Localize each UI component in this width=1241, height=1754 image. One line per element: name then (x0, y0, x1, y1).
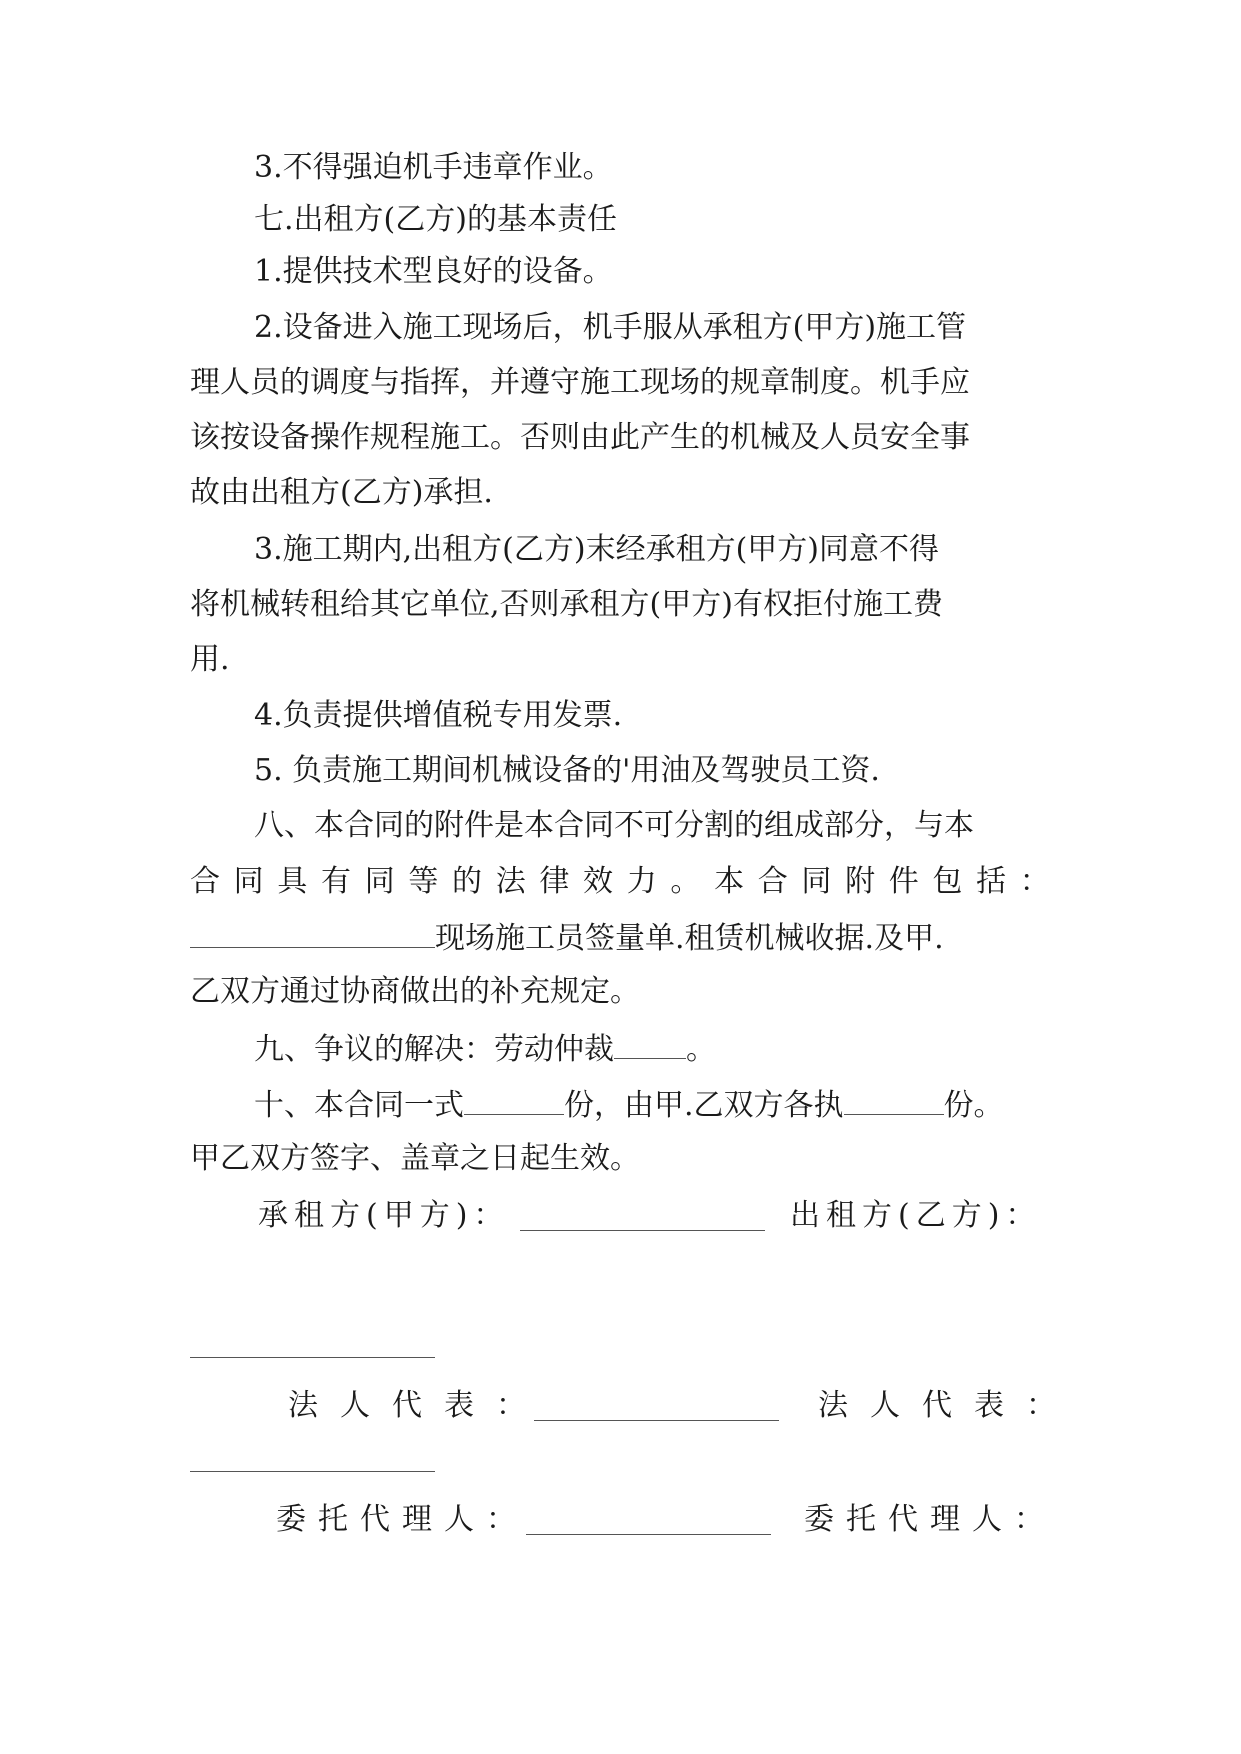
lessee-signature-field[interactable] (520, 1230, 765, 1231)
agent-left-label: 委托代理人： (276, 1502, 528, 1537)
char: 合 (190, 864, 220, 899)
clause-line (190, 917, 1050, 959)
lessor-label: 出租方(乙方)： (790, 1198, 1042, 1233)
char: ： (1019, 864, 1050, 899)
section-heading: 七.出租方(乙方)的基本责任 (254, 202, 617, 237)
clause-text: 份。 (943, 1088, 1004, 1123)
clause-line: 乙双方通过协商做出的补充规定。 (190, 974, 640, 1009)
char: 同 (364, 864, 395, 899)
blank-field[interactable] (190, 917, 435, 948)
justified-line (190, 862, 1050, 902)
char: 括 (976, 864, 1007, 899)
clause-line: 2.设备进入施工现场后，机手服从承租方(甲方)施工管 (254, 310, 967, 345)
legal-rep-left-field[interactable] (534, 1420, 779, 1421)
char: 具 (277, 864, 308, 899)
section-heading: 八、本合同的附件是本合同不可分割的组成部分，与本 (254, 808, 974, 843)
clause-text: 现场施工员签量单.租赁机械收据.及甲. (435, 921, 944, 956)
char: 同 (233, 864, 264, 899)
clause-line: 理人员的调度与指挥，并遵守施工现场的规章制度。机手应 (190, 365, 970, 400)
clause-line: 甲乙双方签字、盖章之日起生效。 (190, 1141, 640, 1176)
char: 包 (932, 864, 963, 899)
clause-line: 将机械转租给其它单位,否则承租方(甲方)有权拒付施工费 (190, 587, 943, 622)
char: 附 (845, 864, 876, 899)
agent-left-field[interactable] (526, 1534, 771, 1535)
legal-rep-right-label: 法人代表： (818, 1388, 1078, 1423)
clause-text: 份，由甲.乙双方各执 (564, 1088, 844, 1123)
char: 有 (321, 864, 352, 899)
clause-text: 九、争议的解决：劳动仲裁 (254, 1032, 614, 1067)
clause-line: 4.负责提供增值税专用发票. (254, 698, 623, 733)
char: 的 (452, 864, 483, 899)
char: 等 (408, 864, 439, 899)
clause-line (254, 1028, 1050, 1070)
char: 法 (495, 864, 526, 899)
lessee-label: 承租方(甲方)： (258, 1198, 510, 1233)
clause-line: 5. 负责施工期间机械设备的'用油及驾驶员工资. (254, 753, 880, 788)
blank-field[interactable] (614, 1028, 686, 1059)
clause-line: 3.施工期内,出租方(乙方)末经承租方(甲方)同意不得 (254, 532, 939, 567)
legal-rep-left-label: 法人代表： (288, 1388, 548, 1423)
clause-line: 用. (190, 642, 230, 677)
char: 件 (888, 864, 919, 899)
char: 力 (626, 864, 657, 899)
clause-text: 十、本合同一式 (254, 1088, 464, 1123)
clause-line: 1.提供技术型良好的设备。 (254, 254, 613, 289)
char: 同 (801, 864, 832, 899)
char: 效 (583, 864, 614, 899)
legal-rep-right-field[interactable] (190, 1471, 435, 1472)
char: 律 (539, 864, 570, 899)
blank-field[interactable] (464, 1084, 564, 1115)
clause-line (254, 1084, 1050, 1126)
clause-line: 故由出租方(乙方)承担. (190, 475, 493, 510)
lessor-signature-field[interactable] (190, 1357, 435, 1358)
char: 合 (757, 864, 788, 899)
char: 。 (670, 864, 701, 899)
blank-field[interactable] (844, 1084, 944, 1115)
clause-line: 3.不得强迫机手违章作业。 (254, 150, 613, 185)
clause-text: 。 (686, 1032, 716, 1067)
clause-line: 该按设备操作规程施工。否则由此产生的机械及人员安全事 (190, 420, 970, 455)
char: 本 (714, 864, 745, 899)
agent-right-label: 委托代理人： (804, 1502, 1056, 1537)
